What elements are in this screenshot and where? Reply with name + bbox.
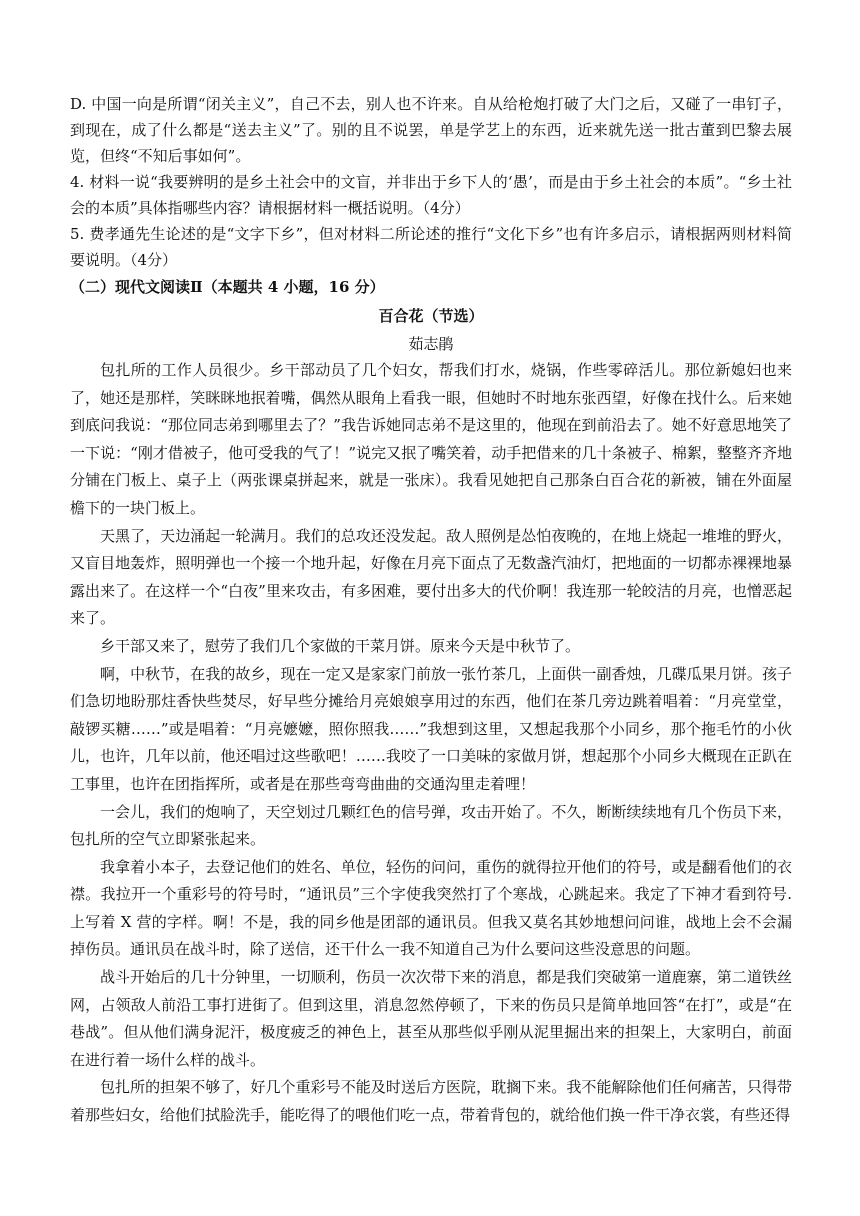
article-paragraph: 包扎所的工作人员很少。乡干部动员了几个妇女，帮我们打水，烧锅，作些零碎活儿。那位新媳妇也来了，她还是那样，笑眯眯地抿着嘴，偶然从眼角上看我一眼，但她时不时地东张西望，好像在找什么。后来她到底问我说：“那位同志弟到哪里去了？”我告诉她同志弟不是这里的，他现在到前沿去了。她不好意思地笑了一下说：“刚才借被子，他可受我的气了！”说完又抿了嘴笑着，动手把借来的几十条被子、棉絮，整整齐齐地分铺在门板上、桌子上（两张课桌拼起来，就是一张床）。我看见她把自己那条白百合花的新被，铺在外面屋檐下的一块门板上。 (70, 361, 792, 517)
article-title: 百合花（节选） (378, 307, 484, 325)
question-5: 5. 费孝通先生论述的是“文字下乡”，但对材料二所论述的推行“文化下乡”也有许多启示，请根据两则材料简要说明。（4分） (70, 225, 792, 269)
article-paragraph: 一会儿，我们的炮响了，天空划过几颗红色的信号弹，攻击开始了。不久，断断续续地有几个伤员下来，包扎所的空气立即紧张起来。 (70, 802, 792, 849)
article-paragraph: 乡干部又来了，慰劳了我们几个家做的干菜月饼。原来今天是中秋节了。 (100, 636, 581, 655)
article-paragraph: 天黑了，天边涌起一轮满月。我们的总攻还没发起。敌人照例是怂怕夜晚的，在地上烧起一堆堆的野火，又盲目地轰炸，照明弹也一个接一个地升起，好像在月亮下面点了无数盏汽油灯，把地面的一切都赤裸裸地暴露出来了。在这样一个“白夜”里来攻击，有多困难，要付出多大的代价啊！我连那一轮皎洁的月亮，也憎恶起来了。 (70, 526, 792, 628)
article-paragraph: 我拿着小本子，去登记他们的姓名、单位，轻伤的问问，重伤的就得拉开他们的符号，或是翻看他们的衣襟。我拉开一个重彩号的符号时，“通讯员”三个字使我突然打了个寒战，心跳起来。我定了下神才看到符号.上写着 X 营的字样。啊！不是，我的同乡他是团部的通讯员。但我又莫名其妙地想问问谁，战地上会不会漏掉伤员。通讯员在战斗时，除了送信，还干什么一我不知道自己为什么要问这些没意思的问题。 (70, 857, 792, 959)
section-heading: （二）现代文阅读Ⅱ（本题共 4 小题，16 分） (70, 278, 385, 296)
article-author: 茹志鹃 (408, 335, 454, 353)
document-page (70, 91, 792, 1130)
article-paragraph: 啊，中秋节，在我的故乡，现在一定又是家家门前放一张竹茶几，上面供一副香烛，几碟瓜果月饼。孩子们急切地盼那炷香快些焚尽，好早些分摊给月亮娘娘享用过的东西，他们在茶几旁边跳着唱着：“月亮堂堂，敲锣买糖……”或是唱着：“月亮嬷嬷，照你照我……”我想到这里，又想起我那个小同乡，那个拖毛竹的小伙儿，也许，几年以前，他还唱过这些歌吧！……我咬了一口美味的家做月饼，想起那个小同乡大概现在正趴在工事里，也许在团指挥所，或者是在那些弯弯曲曲的交通沟里走着哩！ (70, 664, 792, 793)
article-body (70, 357, 792, 1130)
article-paragraph: 战斗开始后的几十分钟里，一切顺利，伤员一次次带下来的消息，都是我们突破第一道鹿寨，第二道铁丝网，占领敌人前沿工事打进街了。但到这里，消息忽然停顿了，下来的伤员只是简单地回答“在打”，或是“在巷战”。但从他们满身泥汗，极度疲乏的神色上，甚至从那些似乎刚从泥里掘出来的担架上，大家明白，前面在进行着一场什么样的战斗。 (70, 968, 792, 1069)
option-d-text: D. 中国一向是所谓“闭关主义”，自己不去，别人也不许来。自从给枪炮打破了大门之后，又碰了一串钉子，到现在，成了什么都是“送去主义”了。别的且不说罢，单是学艺上的东西，近来就先送一批古董到巴黎去展览，但终“不知后事如何”。 (70, 95, 792, 165)
question-4: 4. 材料一说“我要辨明的是乡土社会中的文盲，并非出于乡下人的‘愚’，而是由于乡土社会的本质”。“乡土社会的本质”具体指哪些内容？请根据材料一概括说明。（4分） (70, 173, 792, 217)
article-paragraph: 包扎所的担架不够了，好几个重彩号不能及时送后方医院，耽搁下来。我不能解除他们任何痛苦，只得带着那些妇女，给他们拭脸洗手，能吃得了的喂他们吃一点，带着背包的，就给他们换一件干净衣裳，有些还得 (70, 1078, 792, 1125)
